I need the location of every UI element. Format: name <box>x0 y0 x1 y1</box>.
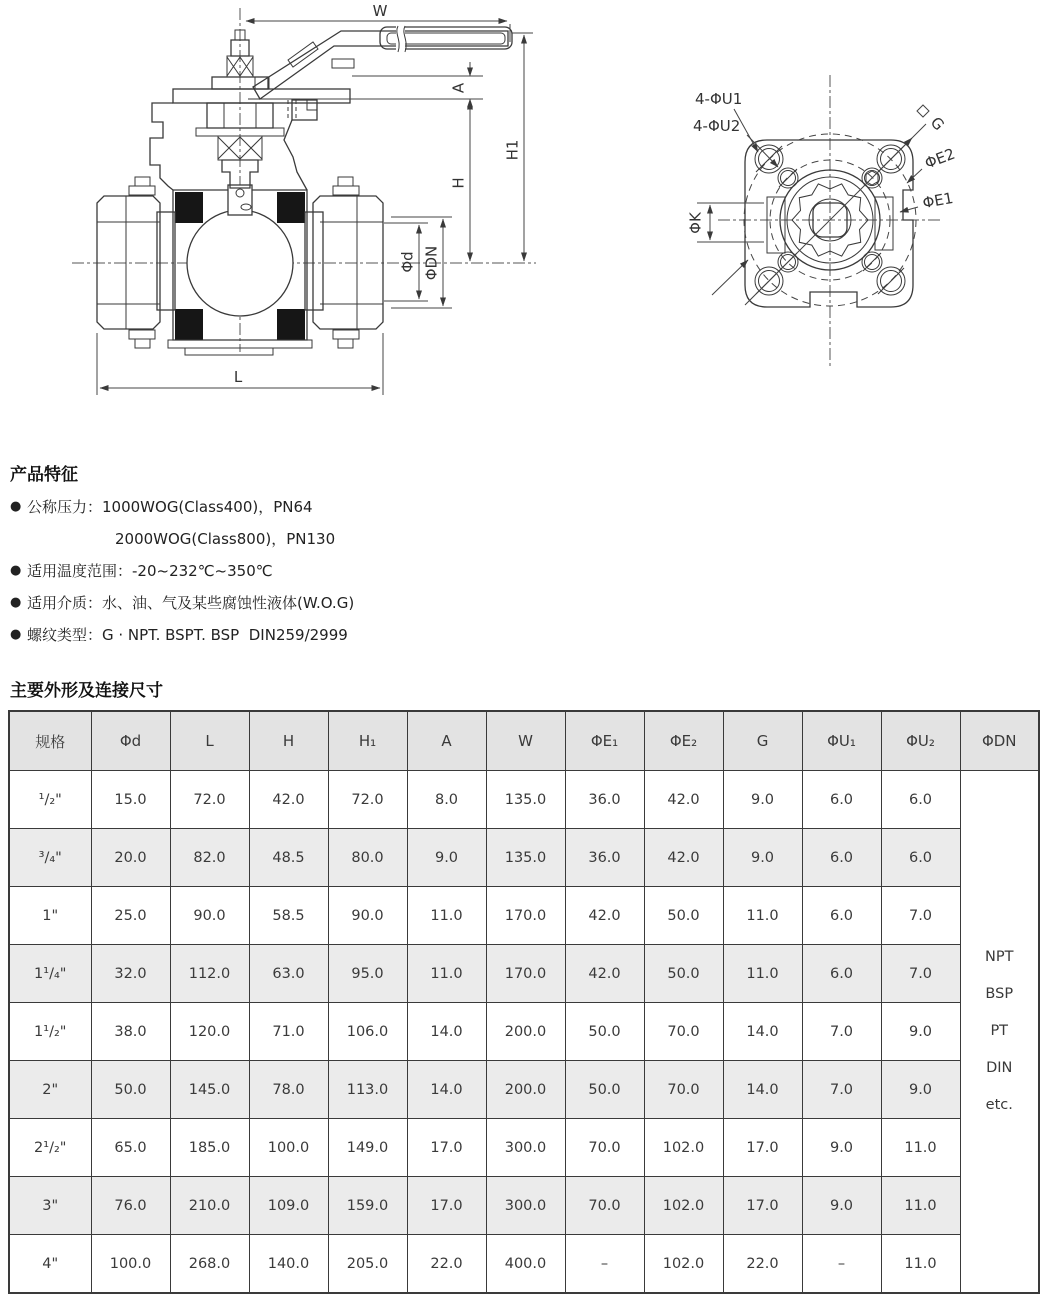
feature-text: 适用介质：水、油、气及某些腐蚀性液体(W.O.G) <box>27 594 355 612</box>
cell: 58.5 <box>249 887 328 945</box>
cell: 78.0 <box>249 1061 328 1119</box>
cell: 14.0 <box>407 1061 486 1119</box>
cell: 102.0 <box>644 1177 723 1235</box>
dim-label-phi-e2: ΦE2 <box>922 144 958 173</box>
cell: 159.0 <box>328 1177 407 1235</box>
bullet-icon <box>98 528 115 550</box>
cell: 42.0 <box>644 829 723 887</box>
dim-label-h1: H1 <box>503 139 522 161</box>
cell: 17.0 <box>407 1177 486 1235</box>
bullet-icon: ● <box>10 627 22 642</box>
dn-option: BSP <box>985 986 1014 1002</box>
cell: 400.0 <box>486 1235 565 1294</box>
cell: 9.0 <box>407 829 486 887</box>
cell: 6.0 <box>802 945 881 1003</box>
cell: 42.0 <box>565 887 644 945</box>
cell: 15.0 <box>91 771 170 829</box>
feature-text: 适用温度范围：-20~232℃~350℃ <box>27 562 273 580</box>
table-row <box>9 771 1039 829</box>
cell: 11.0 <box>407 945 486 1003</box>
cell: 50.0 <box>644 945 723 1003</box>
bullet-icon: ● <box>10 499 22 514</box>
cell: 42.0 <box>565 945 644 1003</box>
cell: 25.0 <box>91 887 170 945</box>
cell: 113.0 <box>328 1061 407 1119</box>
dim-label-w: W <box>372 2 388 20</box>
cell: 149.0 <box>328 1119 407 1177</box>
table-row <box>9 1119 1039 1177</box>
col-header: Φd <box>91 711 170 771</box>
cell: 65.0 <box>91 1119 170 1177</box>
cell: 70.0 <box>565 1177 644 1235</box>
cell: 170.0 <box>486 887 565 945</box>
cell-spec: 1" <box>9 887 91 945</box>
cell: 11.0 <box>881 1177 960 1235</box>
cell: 7.0 <box>881 887 960 945</box>
dim-label-h: H <box>449 177 468 189</box>
cell: 9.0 <box>723 771 802 829</box>
cell: 11.0 <box>881 1119 960 1177</box>
cell: 90.0 <box>170 887 249 945</box>
cell: 300.0 <box>486 1119 565 1177</box>
cell: 100.0 <box>91 1235 170 1294</box>
cell: 300.0 <box>486 1177 565 1235</box>
col-header: W <box>486 711 565 771</box>
cell: 135.0 <box>486 771 565 829</box>
dn-option: PT <box>990 1023 1009 1039</box>
cell: 170.0 <box>486 945 565 1003</box>
cell: 32.0 <box>91 945 170 1003</box>
cell: 7.0 <box>802 1061 881 1119</box>
cell: 210.0 <box>170 1177 249 1235</box>
table-row <box>9 1177 1039 1235</box>
table-header-row <box>9 711 1039 771</box>
cell: 185.0 <box>170 1119 249 1177</box>
cell: 38.0 <box>91 1003 170 1061</box>
cell: 14.0 <box>723 1003 802 1061</box>
feature-text: 螺纹类型：G · NPT. BSPT. BSP DIN259/2999 <box>27 626 348 644</box>
cell: 102.0 <box>644 1119 723 1177</box>
cell: 9.0 <box>881 1003 960 1061</box>
cell: 8.0 <box>407 771 486 829</box>
cell-spec: ¹/₂" <box>9 771 91 829</box>
col-header: ΦDN <box>960 711 1039 771</box>
table-row <box>9 887 1039 945</box>
dn-option: DIN <box>986 1060 1013 1076</box>
table-row <box>9 1235 1039 1294</box>
mounting-flange-top-view-drawing <box>650 55 980 370</box>
cell: 17.0 <box>407 1119 486 1177</box>
col-header: L <box>170 711 249 771</box>
feature-text: 公称压力：1000WOG(Class400)，PN64 <box>27 498 313 516</box>
cell: 11.0 <box>723 945 802 1003</box>
cell: 70.0 <box>565 1119 644 1177</box>
cell-spec: 3" <box>9 1177 91 1235</box>
cell-spec: 4" <box>9 1235 91 1294</box>
feature-text: 2000WOG(Class800)，PN130 <box>115 530 336 548</box>
cell: 200.0 <box>486 1003 565 1061</box>
cell: – <box>565 1235 644 1294</box>
cell: 70.0 <box>644 1061 723 1119</box>
cell: 50.0 <box>644 887 723 945</box>
cell: 42.0 <box>249 771 328 829</box>
table-row <box>9 945 1039 1003</box>
cell: 11.0 <box>881 1235 960 1294</box>
col-header: ΦE₂ <box>644 711 723 771</box>
cell: 22.0 <box>723 1235 802 1294</box>
table-title: 主要外形及连接尺寸 <box>10 681 163 701</box>
cell: 48.5 <box>249 829 328 887</box>
col-header: ΦU₂ <box>881 711 960 771</box>
valve-side-view-drawing <box>0 0 580 420</box>
cell: 36.0 <box>565 771 644 829</box>
bullet-icon: ● <box>10 563 22 578</box>
cell: 20.0 <box>91 829 170 887</box>
cell-spec: 1¹/₄" <box>9 945 91 1003</box>
dim-label-4-phi-u2: 4-ΦU2 <box>693 117 741 135</box>
col-header: A <box>407 711 486 771</box>
cell: 6.0 <box>881 829 960 887</box>
cell: 135.0 <box>486 829 565 887</box>
cell: 102.0 <box>644 1235 723 1294</box>
cell: 95.0 <box>328 945 407 1003</box>
cell-spec: 2¹/₂" <box>9 1119 91 1177</box>
col-header: 规格 <box>9 711 91 771</box>
cell: 9.0 <box>723 829 802 887</box>
col-header: ΦE₁ <box>565 711 644 771</box>
cell-spec: 2" <box>9 1061 91 1119</box>
cell: 11.0 <box>723 887 802 945</box>
cell: 112.0 <box>170 945 249 1003</box>
features-list <box>10 496 354 656</box>
cell: 17.0 <box>723 1177 802 1235</box>
cell: 17.0 <box>723 1119 802 1177</box>
cell: 14.0 <box>407 1003 486 1061</box>
dim-label-phi-e1: ΦE1 <box>921 188 955 213</box>
cell: 140.0 <box>249 1235 328 1294</box>
dim-label-a: A <box>449 82 468 94</box>
cell: 71.0 <box>249 1003 328 1061</box>
dim-label-l: L <box>233 368 243 386</box>
dim-label-phi-d: Φd <box>398 251 417 273</box>
cell: 72.0 <box>328 771 407 829</box>
cell: 7.0 <box>881 945 960 1003</box>
cell: 6.0 <box>802 771 881 829</box>
col-header: H <box>249 711 328 771</box>
dn-option: NPT <box>985 949 1014 965</box>
cell-spec: 1¹/₂" <box>9 1003 91 1061</box>
col-header: H₁ <box>328 711 407 771</box>
dn-option: etc. <box>985 1097 1013 1113</box>
cell-dn-merged <box>960 771 1039 1294</box>
cell: 90.0 <box>328 887 407 945</box>
cell: 50.0 <box>565 1061 644 1119</box>
col-header: ΦU₁ <box>802 711 881 771</box>
dim-label-phi-k: ΦK <box>686 212 705 234</box>
cell: 106.0 <box>328 1003 407 1061</box>
cell: 6.0 <box>802 887 881 945</box>
feature-item <box>10 624 354 646</box>
table-row <box>9 1003 1039 1061</box>
cell: 120.0 <box>170 1003 249 1061</box>
cell: 76.0 <box>91 1177 170 1235</box>
cell: – <box>802 1235 881 1294</box>
cell-spec: ³/₄" <box>9 829 91 887</box>
table-row <box>9 829 1039 887</box>
cell: 22.0 <box>407 1235 486 1294</box>
dimension-table <box>8 710 1040 1294</box>
cell: 42.0 <box>644 771 723 829</box>
cell: 205.0 <box>328 1235 407 1294</box>
feature-item <box>10 528 354 550</box>
feature-item <box>10 496 354 518</box>
cell: 268.0 <box>170 1235 249 1294</box>
dim-label-phi-dn: ΦDN <box>422 245 441 281</box>
cell: 109.0 <box>249 1177 328 1235</box>
feature-item <box>10 592 354 614</box>
bullet-icon: ● <box>10 595 22 610</box>
cell: 145.0 <box>170 1061 249 1119</box>
cell: 6.0 <box>802 829 881 887</box>
cell: 9.0 <box>881 1061 960 1119</box>
dim-label-4-phi-u1: 4-ΦU1 <box>695 90 743 108</box>
cell: 100.0 <box>249 1119 328 1177</box>
cell: 82.0 <box>170 829 249 887</box>
features-title: 产品特征 <box>10 465 78 485</box>
cell: 11.0 <box>407 887 486 945</box>
cell: 7.0 <box>802 1003 881 1061</box>
table-row <box>9 1061 1039 1119</box>
dim-label-g: G <box>926 113 948 135</box>
cell: 9.0 <box>802 1119 881 1177</box>
cell: 9.0 <box>802 1177 881 1235</box>
cell: 36.0 <box>565 829 644 887</box>
cell: 72.0 <box>170 771 249 829</box>
cell: 50.0 <box>91 1061 170 1119</box>
cell: 50.0 <box>565 1003 644 1061</box>
col-header: G <box>723 711 802 771</box>
cell: 70.0 <box>644 1003 723 1061</box>
cell: 80.0 <box>328 829 407 887</box>
feature-item <box>10 560 354 582</box>
cell: 63.0 <box>249 945 328 1003</box>
cell: 6.0 <box>881 771 960 829</box>
cell: 14.0 <box>723 1061 802 1119</box>
cell: 200.0 <box>486 1061 565 1119</box>
